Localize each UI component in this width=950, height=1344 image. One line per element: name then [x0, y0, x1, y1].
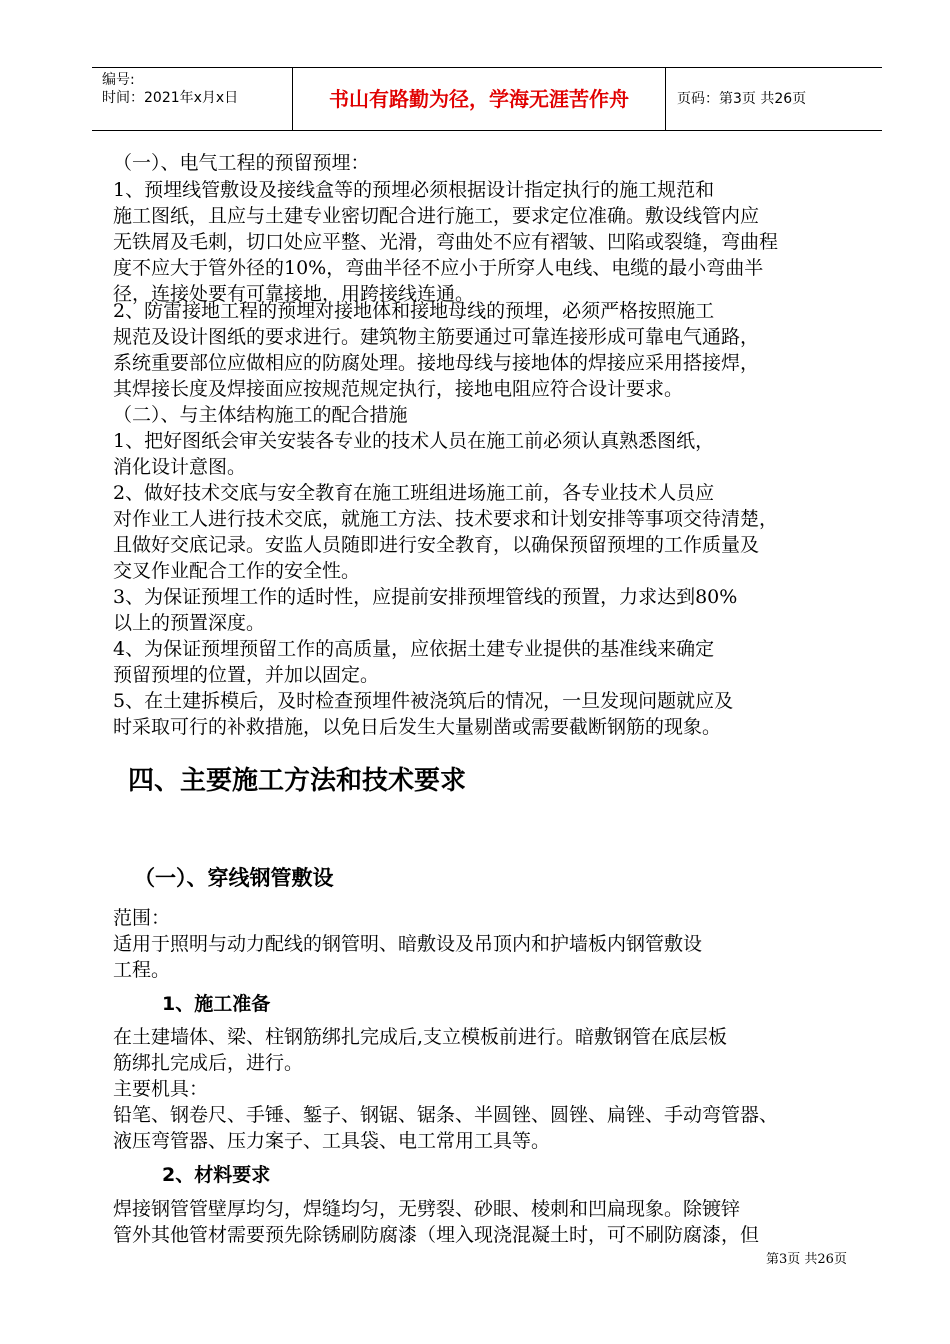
number-label: 编号: [102, 72, 135, 88]
body-line: 施工图纸，且应与土建专业密切配合进行施工，要求定位准确。敷设线管内应 [113, 205, 760, 227]
body-line: 系统重要部位应做相应的防腐处理。接地母线与接地体的焊接应采用搭接焊， [113, 352, 760, 374]
body-line: 以上的预置深度。 [113, 612, 266, 634]
body-line: 交叉作业配合工作的安全性。 [113, 560, 361, 582]
scope-line: 工程。 [113, 959, 171, 981]
page-header [92, 67, 882, 131]
body-line: 1、预埋线管敷设及接线盒等的预埋必须根据设计指定执行的施工规范和 [113, 179, 715, 201]
material-line: 焊接钢管管壁厚均匀，焊缝均匀，无劈裂、砂眼、棱刺和凹扁现象。除镀锌 [113, 1198, 741, 1220]
body-line: 其焊接长度及焊接面应按规范规定执行，接地电阻应符合设计要求。 [113, 378, 684, 400]
body-line: 2、防雷接地工程的预埋对接地体和接地母线的预埋，必须严格按照施工 [113, 300, 715, 322]
body-line: 无铁屑及毛刺，切口处应平整、光滑，弯曲处不应有褶皱、凹陷或裂缝，弯曲程 [113, 231, 779, 253]
body-line: （一）、电气工程的预留预埋： [113, 152, 370, 174]
section-heading: 四、主要施工方法和技术要求 [128, 766, 467, 796]
prep-line: 筋绑扎完成后，进行。 [113, 1052, 304, 1074]
prep-line: 铅笔、钢卷尺、手锤、錾子、钢锯、锯条、半圆锉、圆锉、扁锉、手动弯管器、 [113, 1104, 779, 1126]
header-motto: 书山有路勤为径，学海无涯苦作舟 [293, 68, 666, 130]
scope-line: 范围： [113, 907, 171, 929]
body-line: 时采取可行的补救措施，以免日后发生大量剔凿或需要截断钢筋的现象。 [113, 716, 722, 738]
body-line: 2、做好技术交底与安全教育在施工班组进场施工前，各专业技术人员应 [113, 482, 715, 504]
scope-line: 适用于照明与动力配线的钢管明、暗敷设及吊顶内和护墙板内钢管敷设 [113, 933, 703, 955]
subsection-heading: （一）、穿线钢管敷设 [134, 866, 334, 890]
material-heading: 2、材料要求 [162, 1164, 271, 1186]
prep-line: 在土建墙体、梁、柱钢筋绑扎完成后,支立模板前进行。暗敷钢管在底层板 [113, 1026, 728, 1048]
header-meta-cell [92, 68, 293, 130]
body-line: 对作业工人进行技术交底，就施工方法、技术要求和计划安排等事项交待清楚， [113, 508, 779, 530]
body-line: 5、在土建拆模后，及时检查预埋件被浇筑后的情况，一旦发现问题就应及 [113, 690, 734, 712]
body-line: 径，连接处要有可靠接地，用跨接线连通。 [113, 283, 475, 305]
page-footer: 第3页 共26页 [766, 1252, 847, 1267]
prep-line: 液压弯管器、压力案子、工具袋、电工常用工具等。 [113, 1130, 551, 1152]
header-page-label: 页码：第3页 共26页 [677, 91, 807, 107]
body-line: 规范及设计图纸的要求进行。建筑物主筋要通过可靠连接形成可靠电气通路， [113, 326, 760, 348]
body-line: （二）、与主体结构施工的配合措施 [113, 404, 408, 426]
body-line: 1、把好图纸会审关安装各专业的技术人员在施工前必须认真熟悉图纸， [113, 430, 715, 452]
body-line: 且做好交底记录。安监人员随即进行安全教育，以确保预留预埋的工作质量及 [113, 534, 760, 556]
prep-heading: 1、施工准备 [162, 993, 271, 1015]
body-line: 度不应大于管外径的10%，弯曲半径不应小于所穿人电线、电缆的最小弯曲半 [113, 257, 764, 279]
time-label: 时间：2021年x月x日 [102, 90, 239, 106]
prep-line: 主要机具： [113, 1078, 209, 1100]
material-line: 管外其他管材需要预先除锈刷防腐漆（埋入现浇混凝土时，可不刷防腐漆，但 [113, 1224, 760, 1246]
body-line: 4、为保证预埋预留工作的高质量，应依据土建专业提供的基准线来确定 [113, 638, 715, 660]
body-line: 消化设计意图。 [113, 456, 247, 478]
body-line: 3、为保证预埋工作的适时性，应提前安排预埋管线的预置，力求达到80% [113, 586, 738, 608]
body-line: 预留预埋的位置，并加以固定。 [113, 664, 380, 686]
